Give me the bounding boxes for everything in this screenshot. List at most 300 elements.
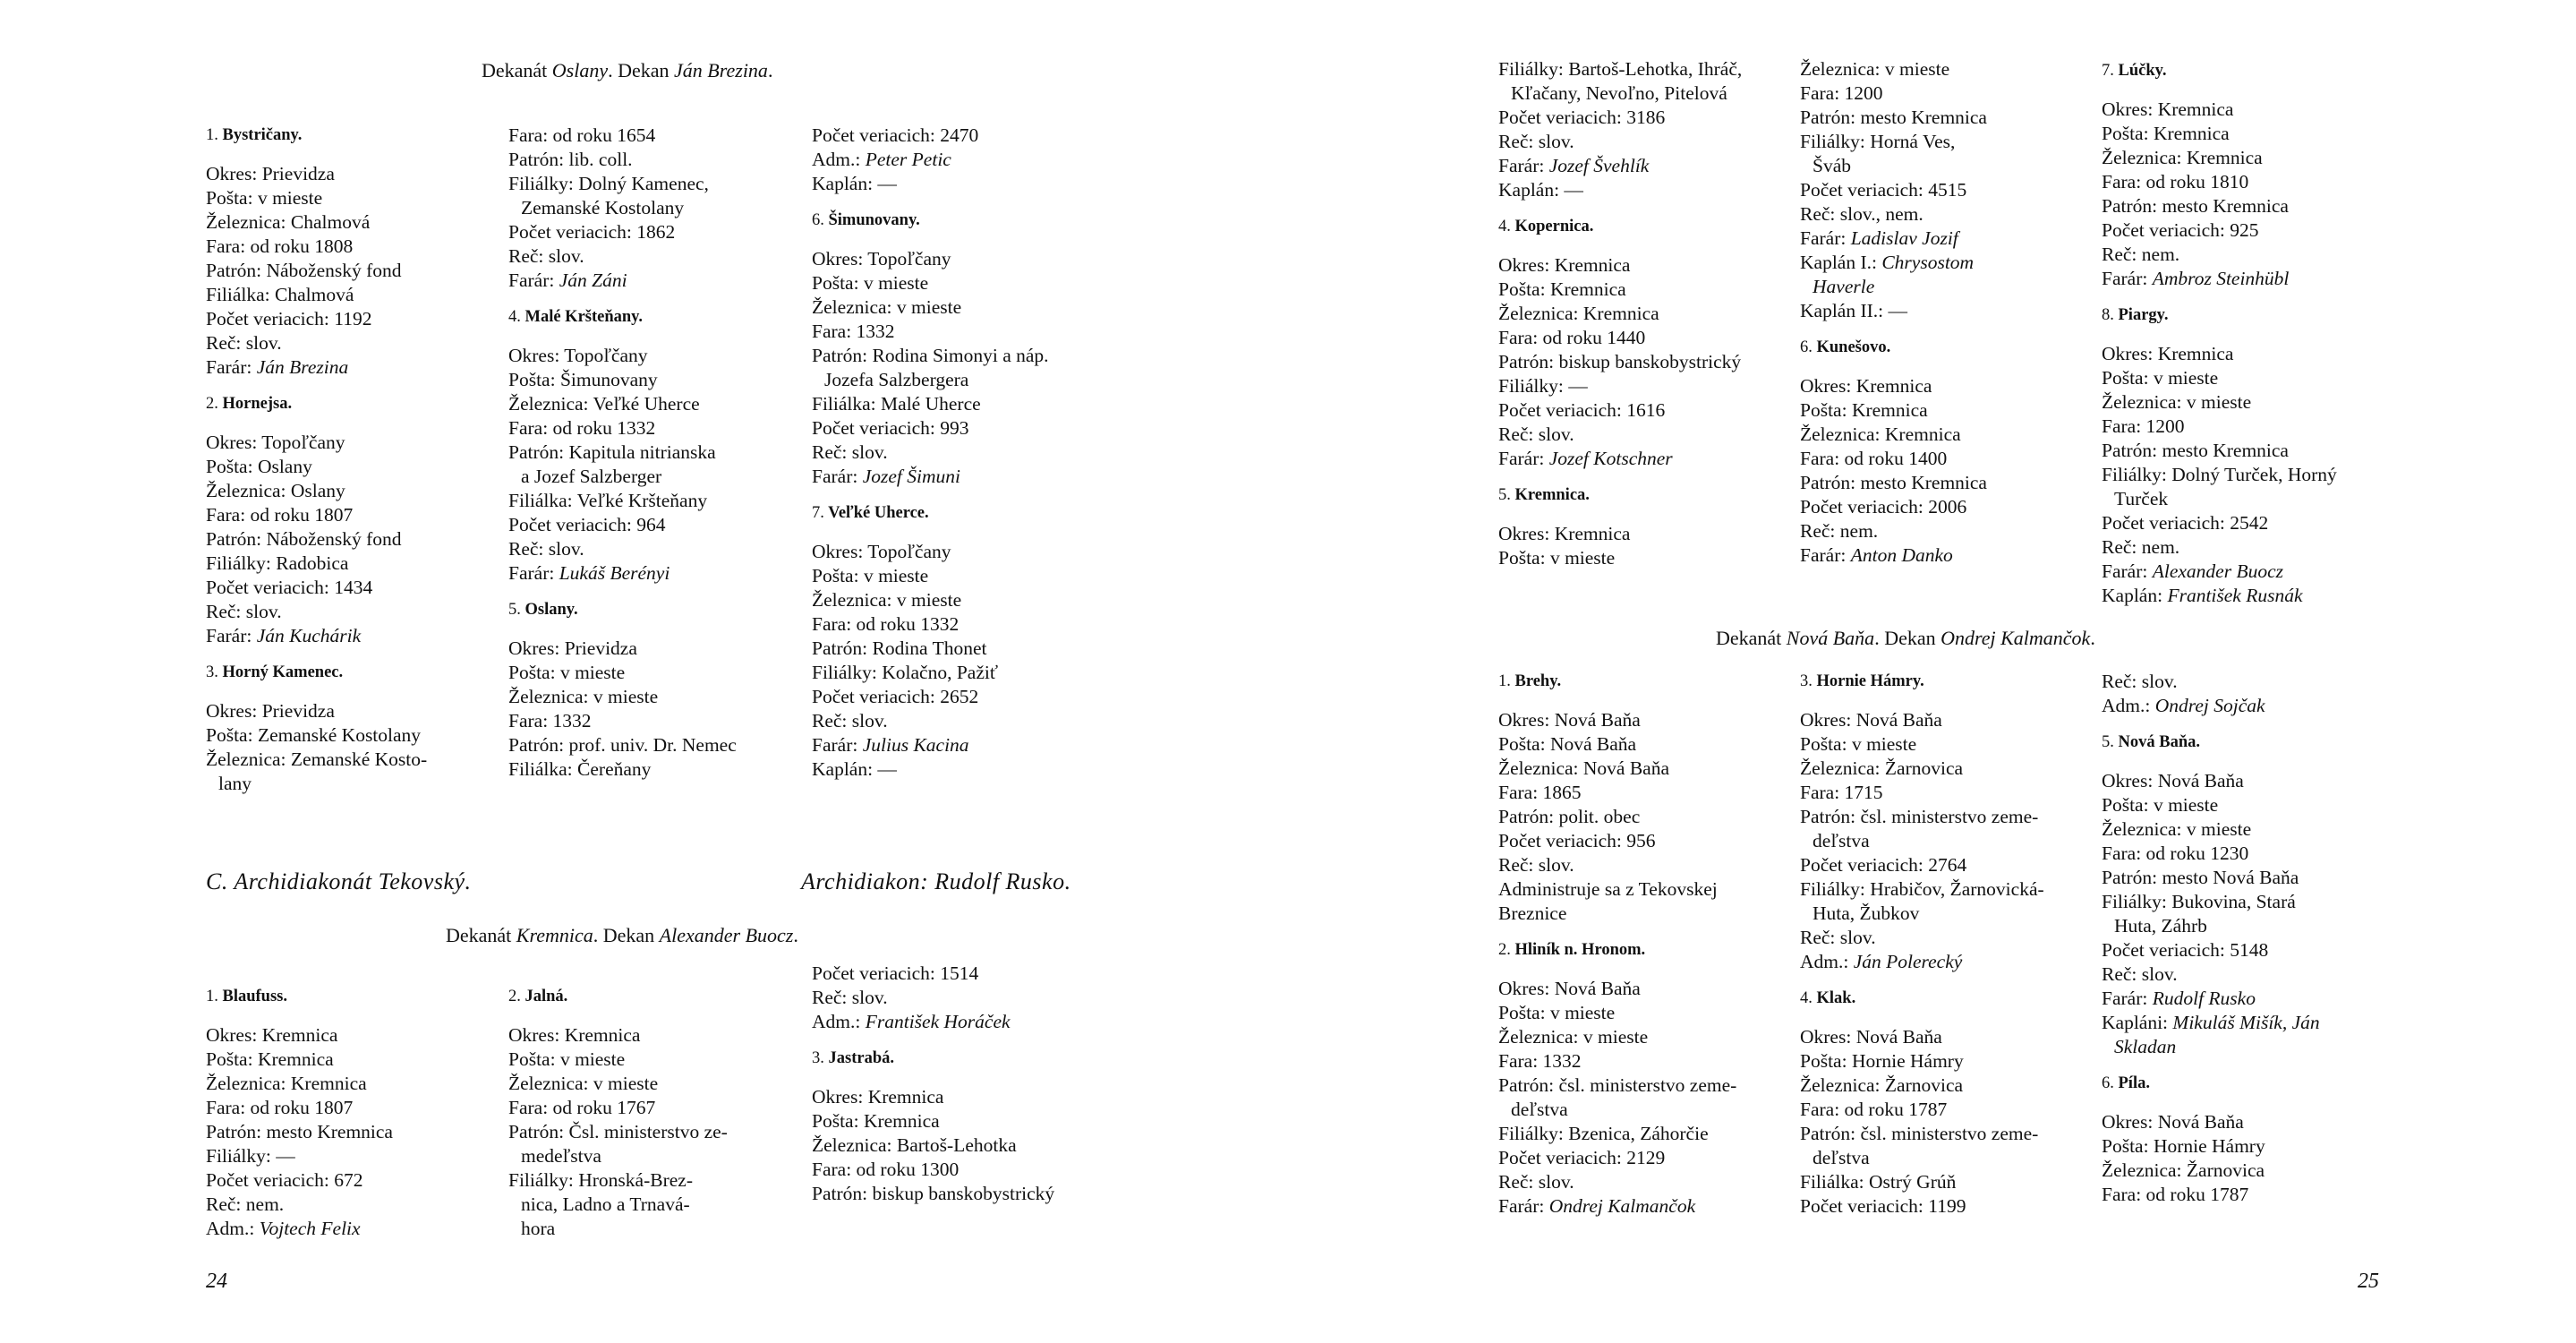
entry-line: Reč: nem. xyxy=(1800,520,1879,542)
parish-column xyxy=(1498,670,1785,1219)
parish-title xyxy=(1498,483,1785,508)
person-name: Ján Kuchárik xyxy=(256,625,362,646)
parish-number: 4. xyxy=(1800,989,1813,1007)
parish-name: Oslany. xyxy=(525,601,578,619)
entry-line xyxy=(1498,447,1785,471)
parish-name: Hornie Hámry. xyxy=(1816,672,1924,690)
entry-line: Počet veriacich: 3186 xyxy=(1498,107,1666,128)
parish-title xyxy=(812,1047,1098,1071)
entry-line: Fara: od roku 1808 xyxy=(206,235,354,257)
deanery-heading-kremnica: Dekanát Kremnica. Dekan Alexander Buocz. xyxy=(446,924,798,946)
entry-line: Železnica: v mieste xyxy=(2102,818,2252,840)
entry-line: Počet veriacich: 1862 xyxy=(508,221,676,243)
entry-line xyxy=(2102,694,2388,718)
entry-line: Železnica: Chalmová xyxy=(206,211,371,233)
entry-line: Železnica: Kremnica xyxy=(1800,423,1961,445)
parish-number: 5. xyxy=(508,601,521,619)
entry-line: Okres: Kremnica xyxy=(2102,98,2234,120)
entry-line: Patrón: polit. obec xyxy=(1498,806,1641,827)
person-name: Anton Danko xyxy=(1850,544,1953,566)
parish-name: Bystričany. xyxy=(222,126,303,144)
entry-line: Okres: Nová Baňa xyxy=(1800,1026,1942,1048)
entry-line: Kľačany, Nevoľno, Pitelová xyxy=(1511,82,1727,104)
entry-line: Okres: Kremnica xyxy=(812,1086,944,1108)
entry-line: Turček xyxy=(2114,488,2169,509)
parish-title xyxy=(812,501,1098,526)
entry-line: Železnica: Kremnica xyxy=(2102,147,2263,168)
parish-number: 4. xyxy=(508,308,521,326)
parish-number: 2. xyxy=(206,395,218,413)
entry-line: Počet veriacich: 2542 xyxy=(2102,512,2269,534)
entry-line: Pošta: v mieste xyxy=(2102,794,2219,816)
entry-line: Pošta: Hornie Hámry xyxy=(2102,1135,2265,1157)
entry-line: Filiálky: Hrabičov, Žarnovická- xyxy=(1800,878,2044,900)
entry-line: Počet veriacich: 925 xyxy=(2102,219,2259,241)
parish-number: 5. xyxy=(2102,733,2114,751)
entry-line: Patrón: čsl. ministerstvo zeme- xyxy=(1800,806,2039,827)
parish-number: 1. xyxy=(206,126,218,144)
entry-line: Jozefa Salzbergera xyxy=(824,369,969,390)
parish-column xyxy=(812,962,1098,1206)
entry-line: Počet veriacich: 993 xyxy=(812,417,969,439)
entry-line: Železnica: v mieste xyxy=(2102,391,2252,413)
entry-line: Fara: od roku 1807 xyxy=(206,1097,354,1118)
parish-name: Píla. xyxy=(2118,1074,2150,1092)
entry-line: Patrón: Náboženský fond xyxy=(206,260,402,281)
entry-line: Fara: od roku 1332 xyxy=(812,613,960,635)
entry-line xyxy=(812,465,1098,489)
entry-line xyxy=(2102,987,2388,1011)
deanery-heading-oslany: Dekanát Oslany. Dekan Ján Brezina. xyxy=(482,59,773,81)
right-page xyxy=(1288,0,2576,1343)
entry-line: Pošta: Oslany xyxy=(206,456,312,477)
parish-title xyxy=(206,661,492,685)
entry-line xyxy=(1800,227,2086,251)
entry-line: Počet veriacich: 1616 xyxy=(1498,399,1666,421)
entry-line: Reč: slov. xyxy=(206,332,282,354)
entry-line: Filiálky: Kolačno, Pažiť xyxy=(812,662,999,683)
entry-line: Železnica: v mieste xyxy=(508,686,659,707)
parish-title xyxy=(206,985,492,1009)
entry-line: Fara: 1200 xyxy=(1800,82,1883,104)
entry-line: Kaplán: — xyxy=(812,758,897,780)
person-name: František Horáček xyxy=(865,1011,1011,1032)
entry-line: Reč: slov. xyxy=(1498,131,1574,152)
entry-line: Patrón: Kapitula nitrianska xyxy=(508,441,716,463)
parish-number: 6. xyxy=(2102,1074,2114,1092)
parish-title xyxy=(1800,670,2086,694)
entry-line: Pošta: v mieste xyxy=(508,662,626,683)
entry-line: Fara: od roku 1807 xyxy=(206,504,354,526)
person-name: Ambroz Steinhübl xyxy=(2152,268,2290,289)
entry-line: Patrón: mesto Kremnica xyxy=(2102,440,2289,461)
parish-name: Jalná. xyxy=(525,988,568,1005)
entry-line xyxy=(1800,275,2086,299)
entry-line: Okres: Topoľčany xyxy=(812,248,951,269)
entry-line: medeľstva xyxy=(521,1145,601,1167)
person-name: Lukáš Berényi xyxy=(559,562,670,584)
entry-line: Pošta: v mieste xyxy=(1800,733,1917,755)
entry-line: Železnica: Zemanské Kosto- xyxy=(206,748,428,770)
entry-line: Reč: slov. xyxy=(508,538,584,560)
entry-line xyxy=(812,733,1098,757)
parish-column xyxy=(1800,57,2086,568)
entry-line: Pošta: Kremnica xyxy=(206,1048,334,1070)
entry-line: Počet veriacich: 2764 xyxy=(1800,854,1967,876)
person-name: Vojtech Felix xyxy=(259,1218,361,1239)
entry-line: Okres: Topoľčany xyxy=(206,432,345,453)
entry-line: Patrón: Náboženský fond xyxy=(206,528,402,550)
entry-line: Počet veriacich: 1199 xyxy=(1800,1195,1966,1217)
entry-line: lany xyxy=(218,773,252,794)
entry-line: Reč: slov. xyxy=(206,601,282,622)
entry-line xyxy=(508,269,795,293)
entry-line: Filiálky: Dolný Kamenec, xyxy=(508,173,709,194)
entry-line: Filiálky: Dolný Turček, Horný xyxy=(2102,464,2337,485)
person-name: Alexander Buocz xyxy=(2152,560,2283,582)
entry-line: Železnica: Žarnovica xyxy=(1800,757,1964,779)
parish-number: 5. xyxy=(1498,486,1511,504)
person-name: Haverle xyxy=(1813,276,1875,297)
parish-name: Klak. xyxy=(1816,989,1856,1007)
entry-line: Železnica: Nová Baňa xyxy=(1498,757,1670,779)
parish-number: 1. xyxy=(206,988,218,1005)
entry-label: Farár: xyxy=(2102,560,2153,582)
entry-line: Okres: Kremnica xyxy=(1498,254,1631,276)
entry-label: Farár: xyxy=(1800,227,1851,249)
entry-label: Farár: xyxy=(2102,268,2153,289)
page-number: 25 xyxy=(2358,1270,2379,1293)
entry-line: Počet veriacich: 672 xyxy=(206,1169,363,1191)
entry-line xyxy=(1800,543,2086,568)
entry-line: Pošta: Hornie Hámry xyxy=(1800,1050,1964,1072)
entry-line: Fara: od roku 1787 xyxy=(1800,1099,1948,1120)
entry-line: Okres: Kremnica xyxy=(2102,343,2234,364)
person-name: Skladan xyxy=(2114,1036,2177,1057)
entry-line: Počet veriacich: 2129 xyxy=(1498,1147,1666,1168)
entry-line: Počet veriacich: 956 xyxy=(1498,830,1656,851)
parish-name: Kopernica. xyxy=(1514,218,1594,235)
archidiaconate-title: C. Archidiakonát Tekovský. xyxy=(206,868,472,894)
entry-line: Okres: Topoľčany xyxy=(508,345,648,366)
parish-title xyxy=(1800,987,2086,1011)
entry-line: Okres: Nová Baňa xyxy=(1498,709,1641,731)
entry-line: Železnica: v mieste xyxy=(812,296,962,318)
parish-title xyxy=(1498,670,1785,694)
entry-line: Fara: od roku 1654 xyxy=(508,124,656,146)
entry-label: Adm.: xyxy=(812,1011,866,1032)
entry-line: Huta, Žubkov xyxy=(1813,902,1920,924)
entry-label: Farár: xyxy=(508,562,559,584)
entry-label: Farár: xyxy=(1800,544,1851,566)
entry-line: Okres: Nová Baňa xyxy=(2102,770,2244,791)
entry-line: Reč: slov. xyxy=(1800,927,1876,948)
entry-line: Reč: slov. xyxy=(2102,963,2178,985)
entry-line: Počet veriacich: 2652 xyxy=(812,686,979,707)
entry-label: Kapláni: xyxy=(2102,1012,2173,1033)
entry-label: Farár: xyxy=(508,269,559,291)
entry-line: Počet veriacich: 5148 xyxy=(2102,939,2269,961)
entry-label: Adm.: xyxy=(1800,951,1854,972)
parish-name: Brehy. xyxy=(1514,672,1562,690)
parish-name: Jastrabá. xyxy=(828,1049,894,1067)
entry-line: Fara: od roku 1810 xyxy=(2102,171,2249,192)
entry-line: deľstva xyxy=(1813,830,1870,851)
parish-name: Lúčky. xyxy=(2118,62,2167,80)
entry-line: Reč: nem. xyxy=(2102,536,2180,558)
entry-line: deľstva xyxy=(1511,1099,1568,1120)
entry-line: Železnica: v mieste xyxy=(508,1073,659,1094)
entry-line: Administruje sa z Tekovskej xyxy=(1498,878,1718,900)
parish-name: Hornejsa. xyxy=(222,395,293,413)
entry-line: Pošta: Kremnica xyxy=(1498,278,1626,300)
parish-title xyxy=(2102,731,2388,755)
entry-line: Patrón: biskup banskobystrický xyxy=(1498,351,1742,372)
parish-column xyxy=(1800,670,2086,1219)
entry-line xyxy=(508,561,795,586)
parish-title xyxy=(2102,304,2388,328)
entry-line: Okres: Kremnica xyxy=(1498,523,1631,544)
entry-line: Filiálky: — xyxy=(1498,375,1588,397)
entry-line: Filiálky: Bartoš-Lehotka, Ihráč, xyxy=(1498,58,1743,80)
entry-line: Okres: Prievidza xyxy=(206,700,335,722)
entry-line: Okres: Nová Baňa xyxy=(1800,709,1942,731)
entry-line: Okres: Nová Baňa xyxy=(1498,978,1641,999)
entry-line: Filiálka: Čereňany xyxy=(508,758,652,780)
parish-number: 7. xyxy=(2102,62,2114,80)
entry-line: Pošta: Kremnica xyxy=(1800,399,1928,421)
entry-line: Reč: slov., nem. xyxy=(1800,203,1923,225)
parish-column xyxy=(508,124,795,782)
entry-line: Fara: 1332 xyxy=(1498,1050,1582,1072)
entry-line: Pošta: v mieste xyxy=(812,272,929,294)
entry-line xyxy=(1498,1194,1785,1219)
entry-line xyxy=(206,624,492,648)
entry-line: Fara: 1200 xyxy=(2102,415,2185,437)
entry-line: Pošta: Kremnica xyxy=(812,1110,940,1132)
page-number: 24 xyxy=(206,1270,227,1293)
entry-line: Železnica: v mieste xyxy=(1498,1026,1649,1048)
entry-label: Adm.: xyxy=(206,1218,260,1239)
parish-column xyxy=(508,985,795,1241)
entry-line: Fara: 1715 xyxy=(1800,782,1883,803)
entry-line: Pošta: Kremnica xyxy=(2102,123,2230,144)
entry-line: Patrón: Rodina Simonyi a náp. xyxy=(812,345,1049,366)
entry-line: Patrón: lib. coll. xyxy=(508,149,633,170)
entry-line: Patrón: prof. univ. Dr. Nemec xyxy=(508,734,737,756)
entry-line xyxy=(2102,1011,2388,1035)
entry-line: a Jozef Salzberger xyxy=(521,466,662,487)
entry-line: Filiálky: Radobica xyxy=(206,552,349,574)
entry-line: Okres: Kremnica xyxy=(206,1024,338,1046)
entry-label: Farár: xyxy=(812,734,863,756)
person-name: Julius Kacina xyxy=(862,734,969,756)
entry-line: Reč: nem. xyxy=(206,1193,285,1215)
entry-line: Filiálka: Chalmová xyxy=(206,284,354,305)
parish-name: Malé Kršteňany. xyxy=(525,308,644,326)
entry-line: Reč: slov. xyxy=(508,245,584,267)
parish-number: 3. xyxy=(812,1049,824,1067)
entry-line: Počet veriacich: 2470 xyxy=(812,124,979,146)
entry-line xyxy=(206,1217,492,1241)
parish-number: 3. xyxy=(206,663,218,681)
entry-label: Farár: xyxy=(206,625,257,646)
parish-title xyxy=(2102,1072,2388,1096)
entry-line: Kaplán: — xyxy=(1498,179,1583,201)
entry-line: Pošta: v mieste xyxy=(2102,367,2219,389)
entry-line: Železnica: Žarnovica xyxy=(2102,1159,2265,1181)
entry-line: Patrón: mesto Kremnica xyxy=(2102,195,2289,217)
entry-line: Okres: Prievidza xyxy=(206,163,335,184)
parish-column xyxy=(2102,670,2388,1207)
parish-title xyxy=(508,598,795,622)
entry-line: Filiálka: Veľké Kršteňany xyxy=(508,490,708,511)
parish-title xyxy=(812,209,1098,233)
entry-line: Reč: slov. xyxy=(1498,1171,1574,1193)
entry-line xyxy=(2102,560,2388,584)
entry-line: Okres: Nová Baňa xyxy=(2102,1111,2244,1133)
entry-line: Reč: nem. xyxy=(2102,244,2180,265)
entry-line: Pošta: v mieste xyxy=(1498,1002,1616,1023)
person-name: Ján Brezina xyxy=(256,356,349,378)
parish-number: 6. xyxy=(812,211,824,229)
entry-line: Breznice xyxy=(1498,902,1567,924)
person-name: Jozef Švehlík xyxy=(1548,155,1650,176)
person-name: Ladislav Jozif xyxy=(1850,227,1958,249)
entry-line: Fara: 1332 xyxy=(508,710,592,731)
entry-line: Reč: slov. xyxy=(812,710,888,731)
entry-line: Železnica: Veľké Uherce xyxy=(508,393,700,415)
entry-line: Železnica: Oslany xyxy=(206,480,345,501)
parish-title xyxy=(206,392,492,416)
entry-line: Železnica: Žarnovica xyxy=(1800,1074,1964,1096)
parish-column xyxy=(1498,57,1785,570)
entry-line: Fara: od roku 1300 xyxy=(812,1159,960,1180)
entry-line: Reč: slov. xyxy=(1498,854,1574,876)
entry-line: Pošta: v mieste xyxy=(812,565,929,586)
entry-line: Patrón: mesto Kremnica xyxy=(206,1121,393,1142)
person-name: Chrysostom xyxy=(1881,252,1975,273)
parish-number: 4. xyxy=(1498,218,1511,235)
entry-line: Pošta: Zemanské Kostolany xyxy=(206,724,422,746)
parish-name: Horný Kamenec. xyxy=(222,663,344,681)
parish-number: 6. xyxy=(1800,338,1813,356)
parish-title xyxy=(508,305,795,329)
entry-label: Farár: xyxy=(2102,988,2153,1009)
entry-label: Kaplán I.: xyxy=(1800,252,1882,273)
entry-label: Adm.: xyxy=(2102,695,2155,716)
person-name: Ján Záni xyxy=(559,269,627,291)
parish-column xyxy=(812,124,1098,782)
entry-label: Farár: xyxy=(1498,155,1549,176)
entry-line: Pošta: v mieste xyxy=(508,1048,626,1070)
entry-line: Patrón: mesto Kremnica xyxy=(1800,107,1987,128)
entry-line: Pošta: Šimunovany xyxy=(508,369,658,390)
entry-line: Železnica: Kremnica xyxy=(1498,303,1659,324)
entry-line: Okres: Kremnica xyxy=(508,1024,641,1046)
entry-line: Zemanské Kostolany xyxy=(521,197,685,218)
parish-number: 1. xyxy=(1498,672,1511,690)
parish-number: 3. xyxy=(1800,672,1813,690)
entry-line: Patrón: mesto Nová Baňa xyxy=(2102,867,2299,888)
entry-line: Počet veriacich: 964 xyxy=(508,514,666,535)
entry-line: Patrón: biskup banskobystrický xyxy=(812,1183,1055,1204)
entry-line xyxy=(1800,251,2086,275)
entry-line xyxy=(2102,1035,2388,1059)
entry-line: Železnica: Kremnica xyxy=(206,1073,367,1094)
parish-name: Hliník n. Hronom. xyxy=(1514,941,1646,959)
person-name: Jozef Kotschner xyxy=(1548,448,1673,469)
entry-line: Pošta: v mieste xyxy=(1498,547,1616,569)
entry-line: deľstva xyxy=(1813,1147,1870,1168)
entry-line: Filiálky: Hronská-Brez- xyxy=(508,1169,693,1191)
entry-line: Fara: od roku 1787 xyxy=(2102,1184,2249,1205)
parish-column xyxy=(206,124,492,796)
parish-number: 2. xyxy=(508,988,521,1005)
entry-line xyxy=(1498,154,1785,178)
entry-line: Fara: 1865 xyxy=(1498,782,1582,803)
parish-name: Kunešovo. xyxy=(1816,338,1891,356)
entry-line: Počet veriacich: 1434 xyxy=(206,577,373,598)
entry-line: Patrón: mesto Kremnica xyxy=(1800,472,1987,493)
entry-line: Filiálky: Bzenica, Záhorčie xyxy=(1498,1123,1709,1144)
entry-line: Filiálka: Ostrý Grúň xyxy=(1800,1171,1957,1193)
entry-line: Fara: 1332 xyxy=(812,321,895,342)
entry-line xyxy=(812,1010,1098,1034)
entry-line: Počet veriacich: 1192 xyxy=(206,308,372,329)
parish-title xyxy=(508,985,795,1009)
entry-line: Filiálky: Bukovina, Stará xyxy=(2102,891,2296,912)
entry-line: Okres: Topoľčany xyxy=(812,541,951,562)
parish-name: Blaufuss. xyxy=(222,988,287,1005)
entry-label: Farár: xyxy=(1498,1195,1549,1217)
entry-line: Filiálky: Horná Ves, xyxy=(1800,131,1956,152)
parish-number: 8. xyxy=(2102,306,2114,324)
parish-column xyxy=(206,985,492,1241)
entry-line: Železnica: v mieste xyxy=(1800,58,1950,80)
entry-line: Fara: od roku 1332 xyxy=(508,417,656,439)
entry-line: Kaplán: — xyxy=(812,173,897,194)
entry-label: Farár: xyxy=(206,356,257,378)
person-name: Rudolf Rusko xyxy=(2152,988,2256,1009)
entry-line: Filiálky: — xyxy=(206,1145,295,1167)
entry-line: hora xyxy=(521,1218,556,1239)
entry-line: Fara: od roku 1767 xyxy=(508,1097,656,1118)
entry-line xyxy=(206,355,492,380)
person-name: Ondrej Kalmančok xyxy=(1548,1195,1696,1217)
entry-line: Pošta: v mieste xyxy=(206,187,323,209)
entry-line xyxy=(1800,950,2086,974)
archdeacon-name: Archidiakon: Rudolf Rusko. xyxy=(801,868,1071,894)
entry-line: Patrón: čsl. ministerstvo zeme- xyxy=(1800,1123,2039,1144)
person-name: Jozef Šimuni xyxy=(862,466,960,487)
entry-line xyxy=(2102,267,2388,291)
entry-line: Počet veriacich: 2006 xyxy=(1800,496,1967,518)
entry-line: Počet veriacich: 4515 xyxy=(1800,179,1967,201)
entry-line xyxy=(812,148,1098,172)
parish-title xyxy=(1800,336,2086,360)
entry-label: Farár: xyxy=(812,466,863,487)
parish-number: 2. xyxy=(1498,941,1511,959)
parish-name: Nová Baňa. xyxy=(2118,733,2200,751)
parish-number: 7. xyxy=(812,504,824,522)
entry-line: Počet veriacich: 1514 xyxy=(812,962,979,984)
parish-column xyxy=(2102,59,2388,608)
entry-line: Kaplán II.: — xyxy=(1800,300,1908,321)
entry-line: nica, Ladno a Trnavá- xyxy=(521,1193,690,1215)
entry-line: Patrón: Rodina Thonet xyxy=(812,637,987,659)
entry-line: Pošta: Nová Baňa xyxy=(1498,733,1637,755)
